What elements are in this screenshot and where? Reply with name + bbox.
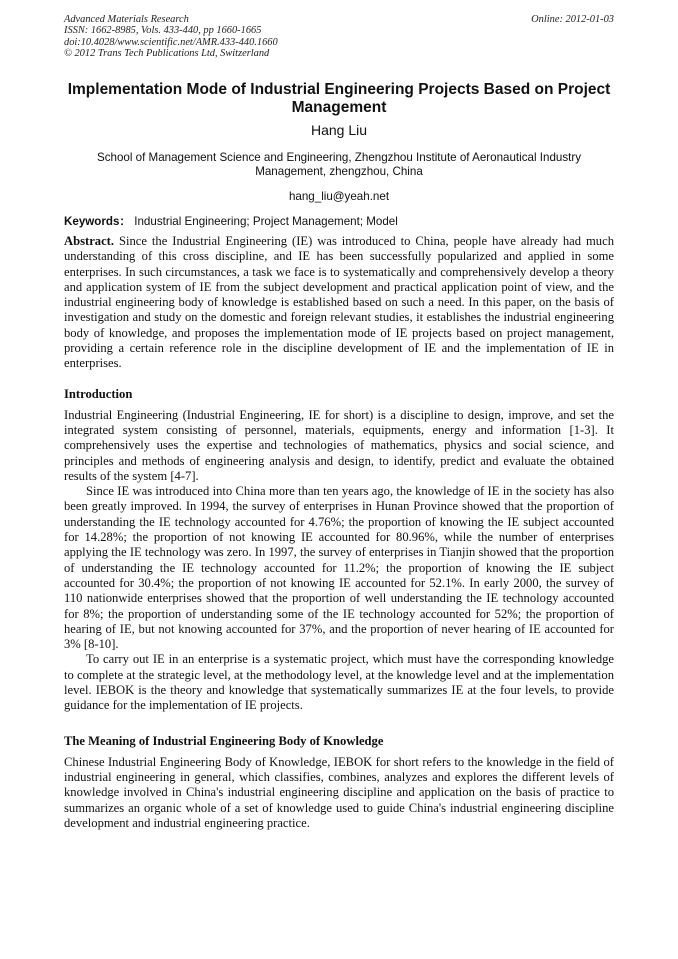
section-heading-meaning-of-iebok: The Meaning of Industrial Engineering Body of Knowledge xyxy=(64,733,384,748)
section-introduction xyxy=(64,408,614,714)
keywords-label: Keywords： xyxy=(64,215,132,228)
author-name: Hang Liu xyxy=(310,122,368,138)
abstract-text: Since the Industrial Engineering (IE) was introduced to China, people have already had much understanding of this cross discipline, and IE has been successfully popularized and applied in some enterprises. In such circumstances, a task we face is to systematically and comprehensively develop a theory and application system of IE from the subject development and practical application point of view, and the industrial engineering body of knowledge is established based on such a need. In this paper, on the basis of investigation and study on the domestic and foreign relevant studies, it establishes the industrial engineering body of knowledge, and proposes the implementation mode of IE projects based on project management, providing a certain reference role in the discipline development of IE and the implementation of IE in enterprises. xyxy=(64,234,614,371)
abstract-label: Abstract. xyxy=(64,234,115,248)
issn-line: ISSN: 1662-8985, Vols. 433-440, pp 1660-1665 xyxy=(64,25,262,37)
section-heading-introduction: Introduction xyxy=(64,386,133,401)
paragraph: Since IE was introduced into China more than ten years ago, the knowledge of IE in the society has also been greatly improved. In 1994, the survey of enterprises in Hunan Province showed that the proportion of understanding the IE technology accounted for 4.76%; the proportion of knowing the IE subject accounted for 14.28%; the proportion of not knowing IE accounted for 80.96%, while the number of enterprises applying the IE technology was zero. In 1997, the survey of enterprises in Tianjin showed that the proportion of understanding the IE technology accounted for 11.2%; the proportion of knowing the IE subject accounted for 30.4%; the proportion of not knowing IE accounted for 52.1%. In early 2000, the survey of 110 nationwide enterprises showed that the proportion of well understanding the IE technology accounted for 8%; the proportion of understanding some of the IE technology accounted for 52%; the proportion of hearing of IE, but not knowing accounted for 37%, and the proportion of never hearing of IE accounted for 3% [8-10]. xyxy=(64,484,614,652)
paragraph: To carry out IE in an enterprise is a systematic project, which must have the corresponding knowledge to complete at the strategic level, at the methodology level, at the knowledge level and at the implementation level. IEBOK is the theory and knowledge that systematically summarizes IE at the four levels, to provide guidance for the implementation of IE projects. xyxy=(64,652,614,713)
paper-title: Implementation Mode of Industrial Engineering Projects Based on Project Management xyxy=(67,81,611,116)
keywords-text: Industrial Engineering; Project Management; Model xyxy=(134,215,398,228)
online-date: Online: 2012-01-03 xyxy=(531,14,614,25)
journal-name: Advanced Materials Research xyxy=(64,14,189,25)
paragraph: Industrial Engineering (Industrial Engineering, IE for short) is a discipline to design, improve, and set the integrated system consisting of personnel, materials, equipments, energy and information [1-3]. It comprehensively uses the expertise and technologies of mathematics, physics and social science, and principles and methods of engineering analysis and design, to identify, predict and evaluate the obtained results of the system [4-7]. xyxy=(64,407,614,483)
doi-line: doi:10.4028/www.scientific.net/AMR.433-440.1660 xyxy=(64,36,278,48)
keywords xyxy=(64,215,614,229)
abstract xyxy=(64,234,614,372)
paper-page xyxy=(64,14,614,831)
paragraph: Chinese Industrial Engineering Body of Knowledge, IEBOK for short refers to the knowledge in the field of industrial engineering in general, which classifies, combines, analyzes and explores the different levels of knowledge involved in China's industrial engineering discipline and application on the basis of practice to summarizes an organic whole of a set of knowledge used to guide China's industrial engineering discipline development and industrial engineering practice. xyxy=(64,754,614,830)
author-email: hang_liu@yeah.net xyxy=(288,190,390,203)
affiliation: School of Management Science and Engineering, Zhengzhou Institute of Aeronautical Industry Management, zhengzhou, China xyxy=(96,151,582,178)
copyright-line: © 2012 Trans Tech Publications Ltd, Switzerland xyxy=(64,48,270,60)
journal-header xyxy=(64,14,614,64)
section-meaning-of-iebok xyxy=(64,755,614,831)
